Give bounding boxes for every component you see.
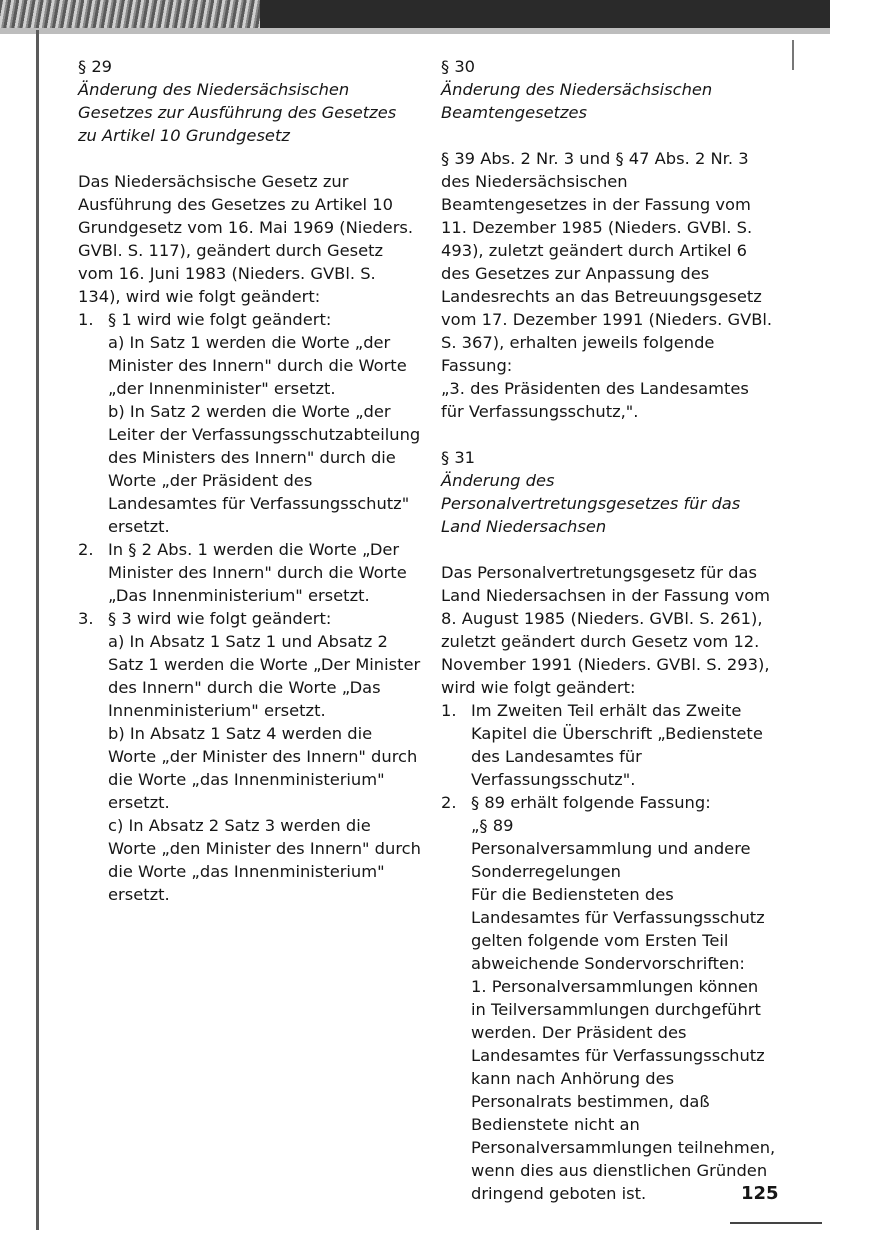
section-31-title: Änderung des Personalvertretungsgesetzes für das Land Niedersachsen	[441, 471, 741, 536]
page-binding-edge	[36, 30, 39, 1230]
page-number: 125	[741, 1183, 779, 1204]
list-text: § 3 wird wie folgt geändert:	[108, 609, 332, 628]
list-text: In § 2 Abs. 1 werden die Worte „Der Minister des Innern" durch die Worte „Das Innenministerium" ersetzt.	[108, 540, 407, 605]
list-number: 2.	[441, 793, 457, 812]
list-item	[441, 791, 776, 1205]
sub-item: a) In Absatz 1 Satz 1 und Absatz 2 Satz 1 werden die Worte „Der Minister des Innern" durch die Worte „Das Innenministerium" ersetzt.	[108, 632, 421, 720]
scan-top-edge	[0, 0, 830, 34]
scan-margin-mark	[792, 40, 794, 70]
section-29-intro: Das Niedersächsische Gesetz zur Ausführung des Gesetzes zu Artikel 10 Grundgesetz vom 16. Mai 1969 (Nieders. GVBl. S. 117), geändert durch Gesetz vom 16. Juni 1983 (Nieders. GVBl. S. 134), wird wie folgt geändert:	[78, 172, 414, 306]
section-29-number: § 29	[78, 57, 113, 76]
list-number: 1.	[78, 310, 94, 329]
section-30-number: § 30	[441, 57, 476, 76]
section-30-title: Änderung des Niedersächsischen Beamtengesetzes	[441, 80, 713, 122]
list-text: § 1 wird wie folgt geändert:	[108, 310, 332, 329]
list-item	[78, 607, 423, 906]
list-number: 3.	[78, 609, 94, 628]
section-31-number: § 31	[441, 448, 476, 467]
right-column	[441, 55, 776, 1205]
list-item	[441, 699, 776, 791]
bottom-edge-line	[730, 1222, 822, 1224]
sub-item: b) In Satz 2 werden die Worte „der Leiter der Verfassungsschutzabteilung des Ministers des Innern" durch die Worte „der Präsident des Landesamtes für Verfassungsschutz" ersetzt.	[108, 402, 421, 536]
list-item	[78, 308, 423, 538]
list-text: Im Zweiten Teil erhält das Zweite Kapitel die Überschrift „Bedienstete des Landesamtes für Verfassungsschutz".	[471, 701, 763, 789]
sub-item: b) In Absatz 1 Satz 4 werden die Worte „der Minister des Innern" durch die Worte „das Innenministerium" ersetzt.	[108, 724, 418, 812]
quoted-section-number: „§ 89	[471, 816, 514, 835]
left-column	[78, 55, 423, 906]
section-30-text: § 39 Abs. 2 Nr. 3 und § 47 Abs. 2 Nr. 3 des Niedersächsischen Beamtengesetzes in der Fassung vom 11. Dezember 1985 (Nieders. GVBl. S. 493), zuletzt geändert durch Artikel 6 des Gesetzes zur Anpassung des Landesrechts an das Betreuungsgesetz vom 17. Dezember 1991 (Nieders. GVBl. S. 367), erhalten jeweils folgende Fassung:	[441, 149, 773, 375]
section-31-intro: Das Personalvertretungsgesetz für das Land Niedersachsen in der Fassung vom 8. August 1985 (Nieders. GVBl. S. 261), zuletzt geändert durch Gesetz vom 12. November 1991 (Nieders. GVBl. S. 293), wird wie folgt geändert:	[441, 563, 771, 697]
section-30-quote: „3. des Präsidenten des Landesamtes für Verfassungsschutz,".	[441, 379, 749, 421]
quoted-section-point: 1. Personalversammlungen können in Teilversammlungen durchgeführt werden. Der Präsident des Landesamtes für Verfassungsschutz kann nach Anhörung des Personalrats bestimmen, daß Bedienstete nicht an Personalversammlungen teilnehmen, wenn dies aus dienstlichen Gründen dringend geboten ist.	[471, 977, 776, 1203]
list-item	[78, 538, 423, 607]
list-number: 2.	[78, 540, 94, 559]
sub-item: a) In Satz 1 werden die Worte „der Minister des Innern" durch die Worte „der Innenminister" ersetzt.	[108, 333, 407, 398]
quoted-section-text: Für die Bediensteten des Landesamtes für Verfassungsschutz gelten folgende vom Ersten Teil abweichende Sondervorschriften:	[471, 885, 765, 973]
list-number: 1.	[441, 701, 457, 720]
quoted-section-title: Personalversammlung und andere Sonderregelungen	[471, 839, 751, 881]
section-29-title: Änderung des Niedersächsischen Gesetzes zur Ausführung des Gesetzes zu Artikel 10 Grundgesetz	[78, 80, 397, 145]
sub-item: c) In Absatz 2 Satz 3 werden die Worte „den Minister des Innern" durch die Worte „das Innenministerium" ersetzt.	[108, 816, 421, 904]
list-text: § 89 erhält folgende Fassung:	[471, 793, 711, 812]
